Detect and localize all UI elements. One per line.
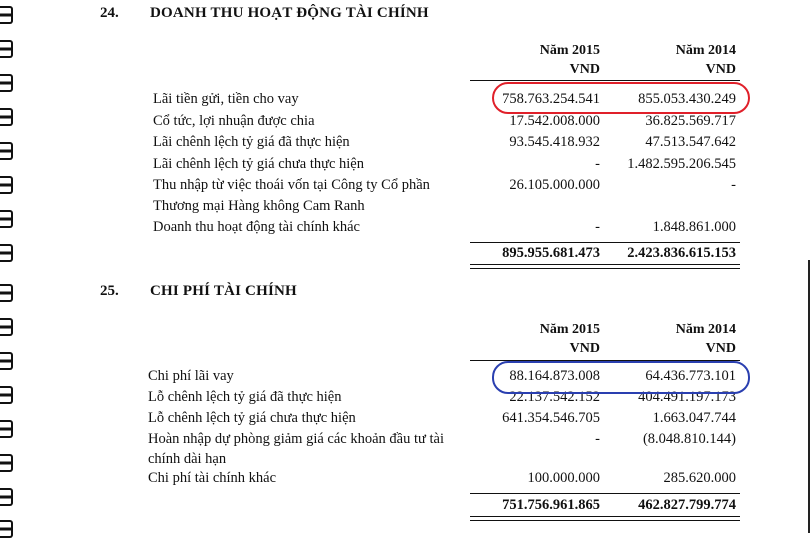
value-2014: 1.482.595.206.545 — [627, 156, 736, 172]
subtotal-rule — [470, 242, 740, 243]
value-2014: 285.620.000 — [663, 470, 736, 486]
value-2015: 88.164.873.008 — [509, 368, 600, 384]
column-header-2015 — [460, 320, 600, 358]
row-label: Lỗ chênh lệch tỷ giá đã thực hiện — [148, 389, 342, 405]
column-header-2014 — [596, 320, 736, 358]
value-2015: - — [595, 219, 600, 235]
row-label: Doanh thu hoạt động tài chính khác — [153, 219, 360, 235]
binding-ring-icon — [0, 40, 13, 58]
row-label: Chi phí lãi vay — [148, 368, 234, 384]
table-row — [0, 156, 810, 176]
total-2014: 2.423.836.615.153 — [627, 245, 736, 261]
column-header-2015 — [460, 41, 600, 79]
total-double-rule — [470, 264, 740, 269]
subtotal-rule — [470, 493, 740, 494]
table-row-continuation — [0, 198, 810, 218]
column-unit: VND — [569, 62, 600, 77]
table-row — [0, 410, 810, 430]
row-label: Hoàn nhập dự phòng giảm giá các khoản đầu tư tài — [148, 431, 444, 447]
highlight-oval-blue — [492, 361, 750, 394]
value-2014: 1.848.861.000 — [652, 219, 736, 235]
value-2015: 100.000.000 — [527, 470, 600, 486]
table-row — [0, 113, 810, 133]
section-title: DOANH THU HOẠT ĐỘNG TÀI CHÍNH — [150, 5, 429, 21]
value-2015: - — [595, 431, 600, 447]
value-2014: 36.825.569.717 — [645, 113, 736, 129]
section-title: CHI PHÍ TÀI CHÍNH — [150, 283, 297, 299]
value-2015: 93.545.418.932 — [509, 134, 600, 150]
value-2015: 641.354.546.705 — [502, 410, 600, 426]
binding-ring-icon — [0, 284, 13, 302]
row-label: Lỗ chênh lệch tỷ giá chưa thực hiện — [148, 410, 356, 426]
value-2015: - — [595, 156, 600, 172]
value-2014: 64.436.773.101 — [645, 368, 736, 384]
value-2015: 17.542.008.000 — [509, 113, 600, 129]
total-2014: 462.827.799.774 — [638, 497, 736, 513]
value-2014: 855.053.430.249 — [638, 91, 736, 107]
column-year: Năm 2014 — [675, 322, 736, 337]
column-header-2014 — [596, 41, 736, 79]
table-row — [0, 219, 810, 239]
total-double-rule — [470, 516, 740, 521]
value-2015: 26.105.000.000 — [509, 177, 600, 193]
table-row-continuation — [0, 451, 810, 471]
column-unit: VND — [705, 341, 736, 356]
row-label: Thu nhập từ việc thoái vốn tại Công ty Cổ phần — [153, 177, 430, 193]
section-number: 25. — [100, 283, 119, 299]
binding-ring-icon — [0, 6, 13, 24]
value-2014: 1.663.047.744 — [652, 410, 736, 426]
value-2014: - — [731, 177, 736, 193]
row-label: Lãi tiền gửi, tiền cho vay — [153, 91, 299, 107]
table-row — [0, 470, 810, 490]
row-label: Lãi chênh lệch tỷ giá chưa thực hiện — [153, 156, 364, 172]
table-total-row — [0, 497, 810, 517]
header-rule — [470, 80, 740, 81]
table-row — [0, 177, 810, 197]
value-2014: 404.491.197.173 — [638, 389, 736, 405]
column-year: Năm 2015 — [539, 322, 600, 337]
total-2015: 751.756.961.865 — [502, 497, 600, 513]
row-label: Chi phí tài chính khác — [148, 470, 277, 486]
binding-ring-icon — [0, 74, 13, 92]
table-total-row — [0, 245, 810, 265]
column-year: Năm 2015 — [539, 43, 600, 58]
row-label: Lãi chênh lệch tỷ giá đã thực hiện — [153, 134, 350, 150]
binding-ring-icon — [0, 520, 13, 538]
binding-ring-icon — [0, 318, 13, 336]
value-2015: 22.137.542.152 — [509, 389, 600, 405]
column-unit: VND — [569, 341, 600, 356]
row-label: Cổ tức, lợi nhuận được chia — [153, 113, 315, 129]
value-2015: 758.763.254.541 — [502, 91, 600, 107]
table-row — [0, 431, 810, 451]
column-year: Năm 2014 — [675, 43, 736, 58]
row-label-continued: Thương mại Hàng không Cam Ranh — [153, 198, 365, 214]
row-label-continued: chính dài hạn — [148, 451, 227, 467]
highlight-oval-red — [492, 82, 750, 114]
section-number: 24. — [100, 5, 119, 21]
value-2014: 47.513.547.642 — [645, 134, 736, 150]
column-unit: VND — [705, 62, 736, 77]
table-row — [0, 134, 810, 154]
total-2015: 895.955.681.473 — [502, 245, 600, 261]
value-2014: (8.048.810.144) — [642, 431, 736, 447]
